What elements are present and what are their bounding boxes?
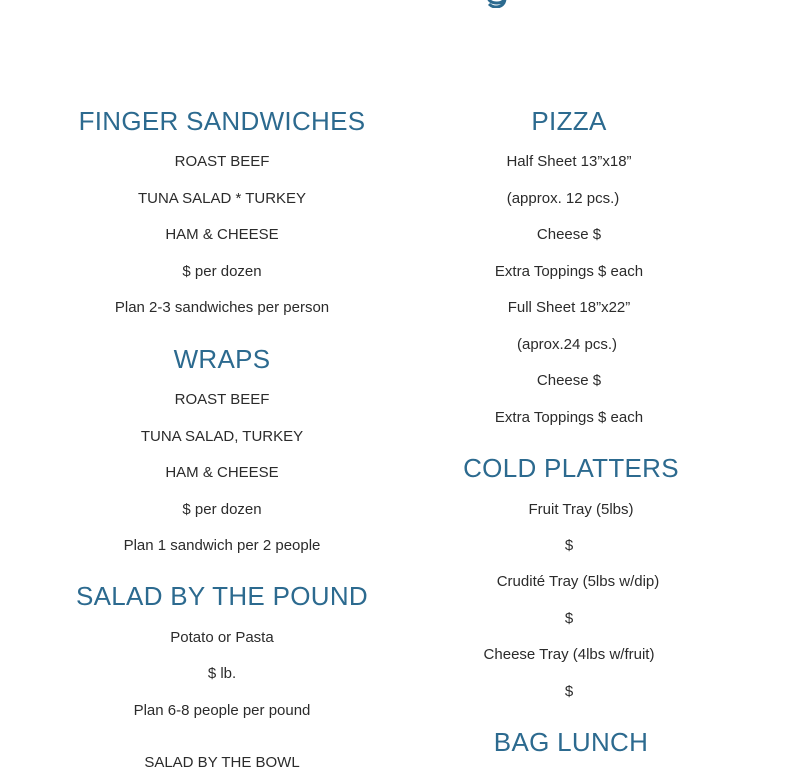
serving-note: Plan 1 sandwich per 2 people bbox=[123, 537, 321, 554]
price-line: Cheese $ bbox=[536, 372, 602, 389]
salad-by-bowl-line: SALAD BY THE BOWL bbox=[144, 754, 300, 771]
serving-note: Plan 6-8 people per pound bbox=[133, 702, 311, 719]
bag-lunch-heading: BAG LUNCH bbox=[493, 727, 649, 757]
price-line: $ bbox=[564, 610, 574, 627]
menu-item: Full Sheet 18”x22” bbox=[507, 299, 631, 316]
salad-by-pound-heading: SALAD BY THE POUND bbox=[76, 581, 368, 611]
title-fragment bbox=[482, 0, 514, 8]
price-line: Extra Toppings $ each bbox=[494, 263, 644, 280]
menu-item: Fruit Tray (5lbs) bbox=[528, 501, 634, 518]
menu-item: HAM & CHEESE bbox=[165, 464, 279, 481]
price-line: $ per dozen bbox=[182, 501, 262, 518]
menu-item: (aprox.24 pcs.) bbox=[516, 336, 618, 353]
price-line: Cheese $ bbox=[536, 226, 602, 243]
pizza-heading: PIZZA bbox=[531, 106, 607, 136]
menu-item: (approx. 12 pcs.) bbox=[506, 190, 620, 207]
menu-item: Cheese Tray (4lbs w/fruit) bbox=[483, 646, 655, 663]
menu-item: TUNA SALAD * TURKEY bbox=[137, 190, 307, 207]
price-line: $ bbox=[564, 537, 574, 554]
wraps-heading: WRAPS bbox=[173, 344, 271, 374]
serving-note: Plan 2-3 sandwiches per person bbox=[114, 299, 330, 316]
finger-sandwiches-heading: FINGER SANDWICHES bbox=[78, 106, 366, 136]
price-line: Extra Toppings $ each bbox=[494, 409, 644, 426]
menu-item: ROAST BEEF bbox=[174, 391, 270, 408]
menu-item: ROAST BEEF bbox=[174, 153, 270, 170]
menu-item: Potato or Pasta bbox=[170, 629, 274, 646]
price-line: $ lb. bbox=[207, 665, 237, 682]
price-line: $ bbox=[564, 683, 574, 700]
menu-item: HAM & CHEESE bbox=[165, 226, 279, 243]
menu-item: Crudité Tray (5lbs w/dip) bbox=[496, 573, 660, 590]
menu-item: TUNA SALAD, TURKEY bbox=[140, 428, 304, 445]
menu-item: Half Sheet 13”x18” bbox=[506, 153, 632, 170]
price-line: $ per dozen bbox=[182, 263, 262, 280]
cold-platters-heading: COLD PLATTERS bbox=[463, 453, 679, 483]
